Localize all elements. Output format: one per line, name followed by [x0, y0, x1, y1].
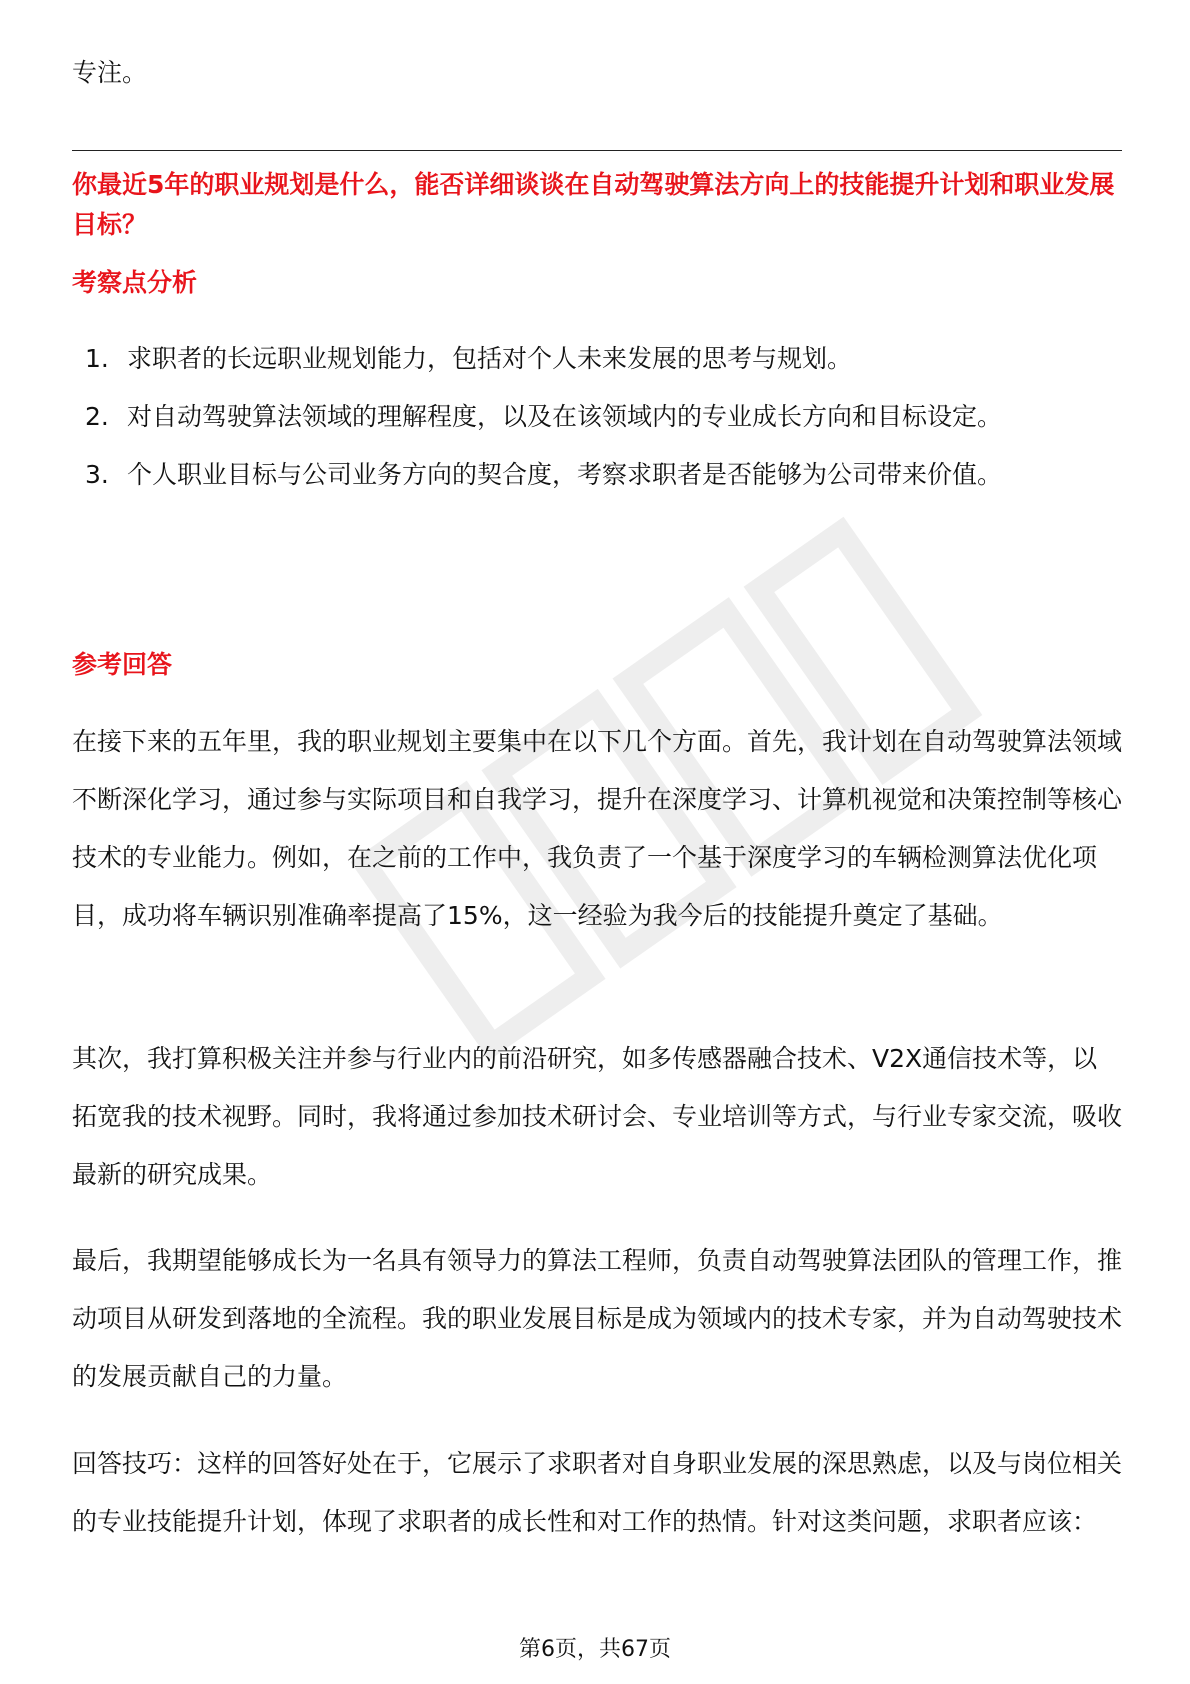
list-item: [85, 330, 1105, 388]
answer-paragraph: 其次，我打算积极关注并参与行业内的前沿研究，如多传感器融合技术、V2X通信技术等，以拓宽我的技术视野。同时，我将通过参加技术研讨会、专业培训等方式，与行业专家交流，吸收最新的研究成果。: [72, 1044, 1123, 1189]
list-item-text: 求职者的长远职业规划能力，包括对个人未来发展的思考与规划。: [127, 344, 853, 373]
list-item-number: 2.: [85, 402, 109, 431]
list-item-text: 个人职业目标与公司业务方向的契合度，考察求职者是否能够为公司带来价值。: [127, 460, 1003, 489]
list-item-number: 1.: [85, 344, 109, 373]
list-item: [85, 446, 1105, 504]
answer-paragraph: 最后，我期望能够成长为一名具有领导力的算法工程师，负责自动驾驶算法团队的管理工作，推动项目从研发到落地的全流程。我的职业发展目标是成为领域内的技术专家，并为自动驾驶技术的发展贡献自己的力量。: [72, 1246, 1123, 1391]
question-heading: 你最近5年的职业规划是什么，能否详细谈谈在自动驾驶算法方向上的技能提升计划和职业发展目标？: [72, 170, 1115, 239]
answer-paragraph: 在接下来的五年里，我的职业规划主要集中在以下几个方面。首先，我计划在自动驾驶算法领域不断深化学习，通过参与实际项目和自我学习，提升在深度学习、计算机视觉和决策控制等核心技术的专业能力。例如，在之前的工作中，我负责了一个基于深度学习的车辆检测算法优化项目，成功将车辆识别准确率提高了15%，这一经验为我今后的技能提升奠定了基础。: [72, 727, 1123, 930]
list-item-text: 对自动驾驶算法领域的理解程度，以及在该领域内的专业成长方向和目标设定。: [127, 402, 1003, 431]
list-item-number: 3.: [85, 460, 109, 489]
list-item: [85, 388, 1105, 446]
answer-heading: 参考回答: [72, 650, 173, 679]
page-number: 第6页，共67页: [519, 1637, 671, 1662]
carryover-text: 专注。: [72, 58, 148, 87]
answer-tips-paragraph: 回答技巧：这样的回答好处在于，它展示了求职者对自身职业发展的深思熟虑，以及与岗位相关的专业技能提升计划，体现了求职者的成长性和对工作的热情。针对这类问题，求职者应该：: [72, 1449, 1123, 1536]
analysis-list: [85, 330, 1105, 504]
analysis-heading: 考察点分析: [72, 268, 198, 297]
section-divider: [72, 150, 1122, 151]
